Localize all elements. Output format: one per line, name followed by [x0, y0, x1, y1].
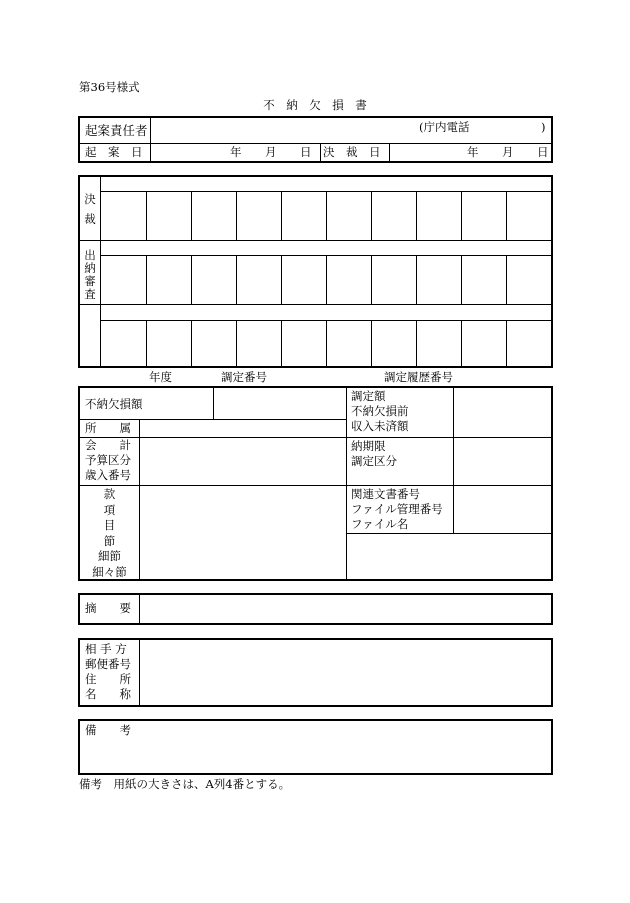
- counterparty-line: 名 称: [85, 687, 131, 701]
- loss-amount-label: 不納欠損額: [85, 397, 143, 411]
- adjustment-history-label: 調定履歴番号: [384, 370, 453, 384]
- document-labels: [351, 487, 443, 532]
- hierarchy-item: 細節: [98, 549, 121, 563]
- summary-label: 摘 要: [85, 601, 131, 615]
- draft-year: 年: [230, 145, 242, 159]
- draft-month: 月: [265, 145, 277, 159]
- counterparty-line: 住 所: [85, 672, 131, 686]
- accounting-labels: [85, 438, 137, 483]
- draft-date-label: 起 案 日: [85, 145, 143, 159]
- draft-day: 日: [300, 145, 312, 159]
- document-title: 不 納 欠 損 書: [263, 98, 367, 112]
- accounting-line: 予算区分: [85, 453, 131, 467]
- decision-month: 月: [502, 145, 514, 159]
- accounting-line: 歳入番号: [85, 468, 131, 482]
- decision-date-label: 決 裁 日: [323, 145, 381, 159]
- right-top-line: 不納欠損前: [351, 404, 409, 418]
- approval-grid: [78, 175, 553, 368]
- summary-field[interactable]: [142, 597, 547, 621]
- adjustment-amount-labels: [351, 389, 409, 434]
- fiscal-year-label: 年度: [149, 370, 172, 384]
- hierarchy-item: 項: [103, 502, 116, 517]
- counterparty-labels: [85, 642, 135, 702]
- form-number: 第36号様式: [79, 80, 140, 94]
- right-mid-line: 調定区分: [351, 454, 397, 468]
- decision-year: 年: [467, 145, 479, 159]
- right-mid-line: 納期限: [351, 439, 386, 453]
- counterparty-field[interactable]: [142, 642, 547, 702]
- hierarchy-item: 目: [103, 518, 116, 532]
- decision-label: 決裁: [84, 192, 96, 226]
- detail-box: [78, 386, 553, 581]
- right-docs-line: 関連文書番号: [351, 487, 420, 501]
- right-top-line: 収入未済額: [351, 419, 409, 433]
- right-docs-line: ファイル管理番号: [351, 502, 443, 516]
- hierarchy-item: 細々節: [92, 564, 127, 579]
- remarks-box: [78, 719, 553, 775]
- right-top-line: 調定額: [351, 389, 386, 403]
- decision-day: 日: [537, 145, 549, 159]
- header-box: [78, 116, 553, 163]
- accounting-line: 会 計: [85, 438, 131, 452]
- adjustment-no-label: 調定番号: [221, 370, 267, 384]
- drafter-label: 起案責任者: [85, 123, 148, 138]
- hierarchy-labels: [80, 487, 139, 580]
- phone-label: (庁内電話: [419, 120, 470, 134]
- remarks-field[interactable]: [142, 723, 547, 771]
- right-docs-line: ファイル名: [351, 517, 409, 531]
- audit-label: 出納審査: [84, 248, 96, 301]
- counterparty-line: 相 手 方: [85, 642, 127, 656]
- counterparty-line: 郵便番号: [85, 657, 131, 671]
- phone-close: ): [541, 120, 546, 134]
- remarks-label: 備 考: [85, 723, 131, 737]
- hierarchy-item: 款: [103, 487, 116, 501]
- hierarchy-item: 節: [103, 533, 116, 548]
- affiliation-label: 所 属: [85, 421, 131, 435]
- footnote: 備考 用紙の大きさは、A列4番とする。: [79, 777, 291, 791]
- summary-box: [78, 593, 553, 625]
- counterparty-box: [78, 638, 553, 707]
- due-date-labels: [351, 439, 397, 469]
- drafter-field[interactable]: [153, 120, 548, 142]
